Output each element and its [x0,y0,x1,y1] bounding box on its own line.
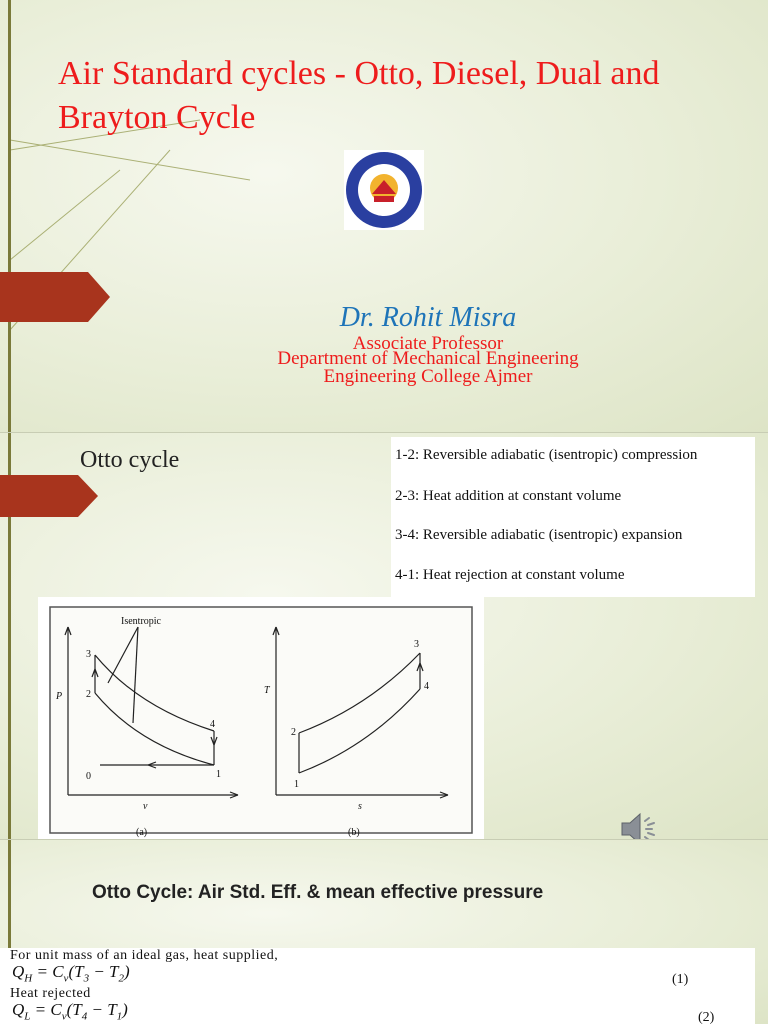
slide-title: Otto Cycle: Air Std. Eff. & mean effective pressure [92,882,544,903]
svg-text:T: T [264,685,270,696]
otto-cycle-diagram [38,597,484,839]
svg-text:v: v [143,801,148,812]
step-2-3: 2-3: Heat addition at constant volume [395,488,622,504]
svg-text:P: P [56,691,63,702]
otto-efficiency-slide [0,840,768,1024]
designation: Associate Professor [352,333,504,354]
process-steps [391,437,755,597]
author-name: Dr. Rohit Misra [339,302,517,333]
slide-title: Air Standard cycles - Otto, Diesel, Dual and Brayton Cycle [58,55,660,136]
arrow-banner [0,475,100,517]
text-heat-rejected: Heat rejected [10,986,91,1001]
text-heat-supplied: For unit mass of an ideal gas, heat supplied, [10,948,279,963]
svg-text:4: 4 [210,719,215,730]
step-4-1: 4-1: Heat rejection at constant volume [395,567,625,583]
step-3-4: 3-4: Reversible adiabatic (isentropic) expansion [395,527,683,543]
college-name: Engineering College Ajmer [323,366,533,387]
department: Department of Mechanical Engineering [277,348,579,369]
svg-text:(b): (b) [348,827,360,838]
svg-text:3: 3 [86,649,91,660]
svg-text:(a): (a) [136,827,148,838]
title-slide [0,0,768,432]
svg-text:0: 0 [86,771,91,782]
svg-text:1: 1 [216,769,221,780]
equation-number-2: (2) [698,1010,715,1024]
svg-text:4: 4 [424,681,429,692]
svg-text:2: 2 [291,727,296,738]
svg-text:1: 1 [294,779,299,790]
svg-text:s: s [358,801,362,812]
svg-text:2: 2 [86,689,91,700]
svg-text:3: 3 [414,639,419,650]
left-rule [8,0,11,432]
equation-heat-rejected: $Q_L = C_v(T_4 - T_1)$ [12,1000,128,1023]
equation-number-1: (1) [672,972,689,987]
equation-heat-supplied: $Q_H = C_v(T_3 - T_2)$ [12,962,130,985]
step-1-2: 1-2: Reversible adiabatic (isentropic) compression [395,447,698,463]
equation-box [0,948,755,1024]
speaker-icon[interactable] [620,811,660,839]
college-logo [344,150,424,230]
otto-cycle-slide [0,433,768,839]
slide-title: Otto cycle [80,447,180,473]
svg-text:Isentropic: Isentropic [121,616,161,627]
